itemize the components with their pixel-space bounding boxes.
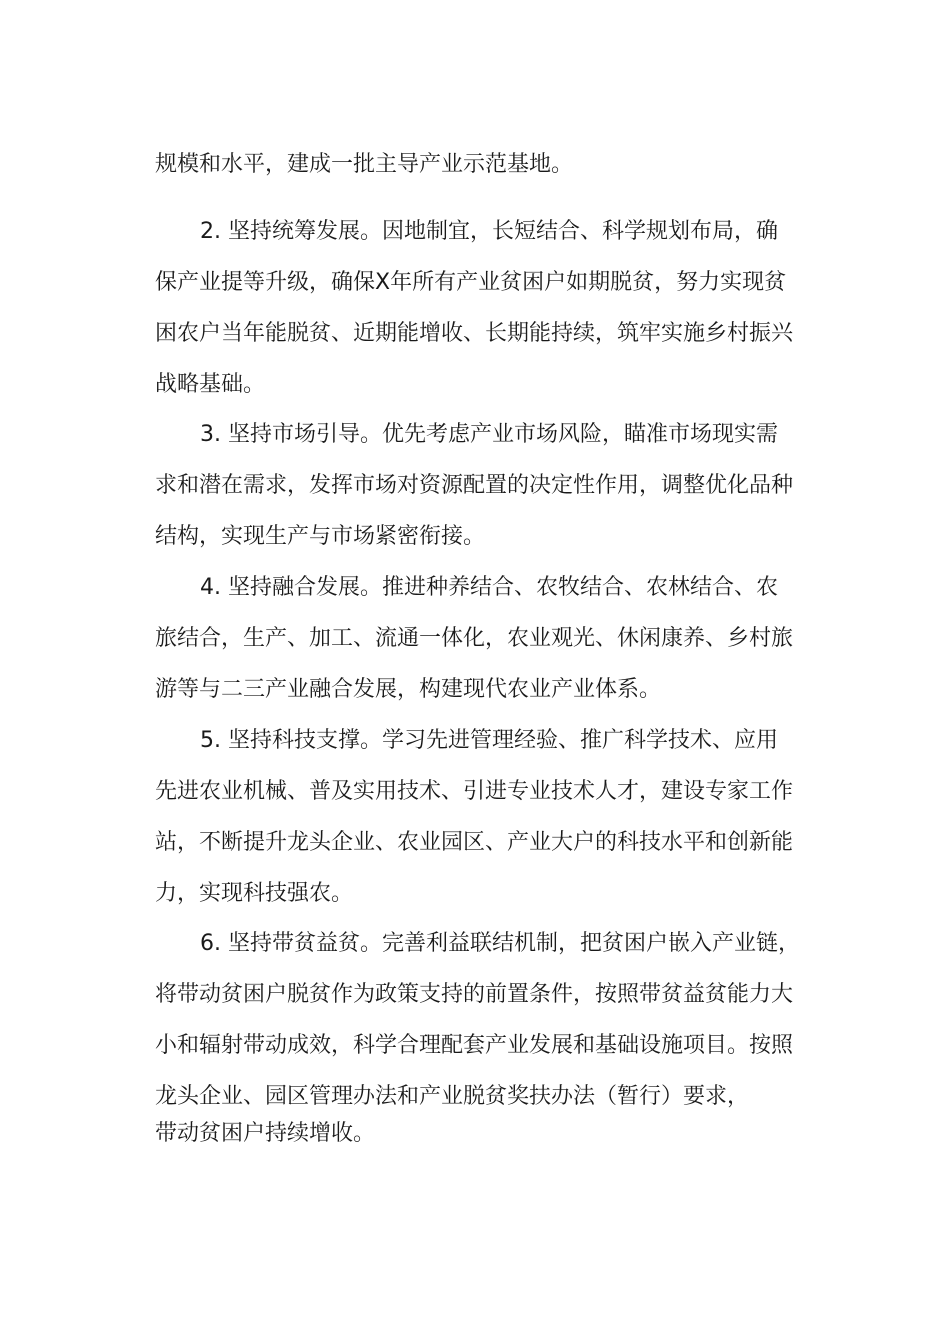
text-line: 3. 坚持市场引导。优先考虑产业市场风险，瞄准市场现实需: [200, 422, 778, 447]
text-line: 游等与二三产业融合发展，构建现代农业产业体系。: [155, 677, 662, 702]
text-line: 先进农业机械、普及实用技术、引进专业技术人才，建设专家工作: [155, 779, 794, 804]
text-line: 6. 坚持带贫益贫。完善利益联结机制，把贫困户嵌入产业链，: [200, 931, 800, 956]
text-line: 力，实现科技强农。: [155, 881, 354, 906]
text-line: 龙头企业、园区管理办法和产业脱贫奖扶办法（暂行）要求，: [155, 1084, 750, 1109]
text-line: 小和辐射带动成效，科学合理配套产业发展和基础设施项目。按照: [155, 1033, 794, 1058]
text-line: 站，不断提升龙头企业、农业园区、产业大户的科技水平和创新能: [155, 830, 794, 855]
text-line: 结构，实现生产与市场紧密衔接。: [155, 524, 486, 549]
text-line: 带动贫困户持续增收。: [155, 1121, 376, 1146]
text-line: 求和潜在需求，发挥市场对资源配置的决定性作用，调整优化品种: [155, 473, 794, 498]
text-line: 战略基础。: [155, 372, 266, 397]
text-line: 困农户当年能脱贫、近期能增收、长期能持续，筑牢实施乡村振兴: [155, 321, 794, 346]
text-line: 规模和水平，建成一批主导产业示范基地。: [155, 152, 574, 177]
text-line: 保产业提等升级，确保X年所有产业贫困户如期脱贫，努力实现贫: [155, 270, 787, 295]
text-line: 将带动贫困户脱贫作为政策支持的前置条件，按照带贫益贫能力大: [155, 982, 794, 1007]
text-line: 2. 坚持统筹发展。因地制宜，长短结合、科学规划布局，确: [200, 219, 778, 244]
text-line: 旅结合，生产、加工、流通一体化，农业观光、休闲康养、乡村旅: [155, 626, 794, 651]
text-line: 5. 坚持科技支撑。学习先进管理经验、推广科学技术、应用: [200, 728, 778, 753]
text-line: 4. 坚持融合发展。推进种养结合、农牧结合、农林结合、农: [200, 575, 778, 600]
